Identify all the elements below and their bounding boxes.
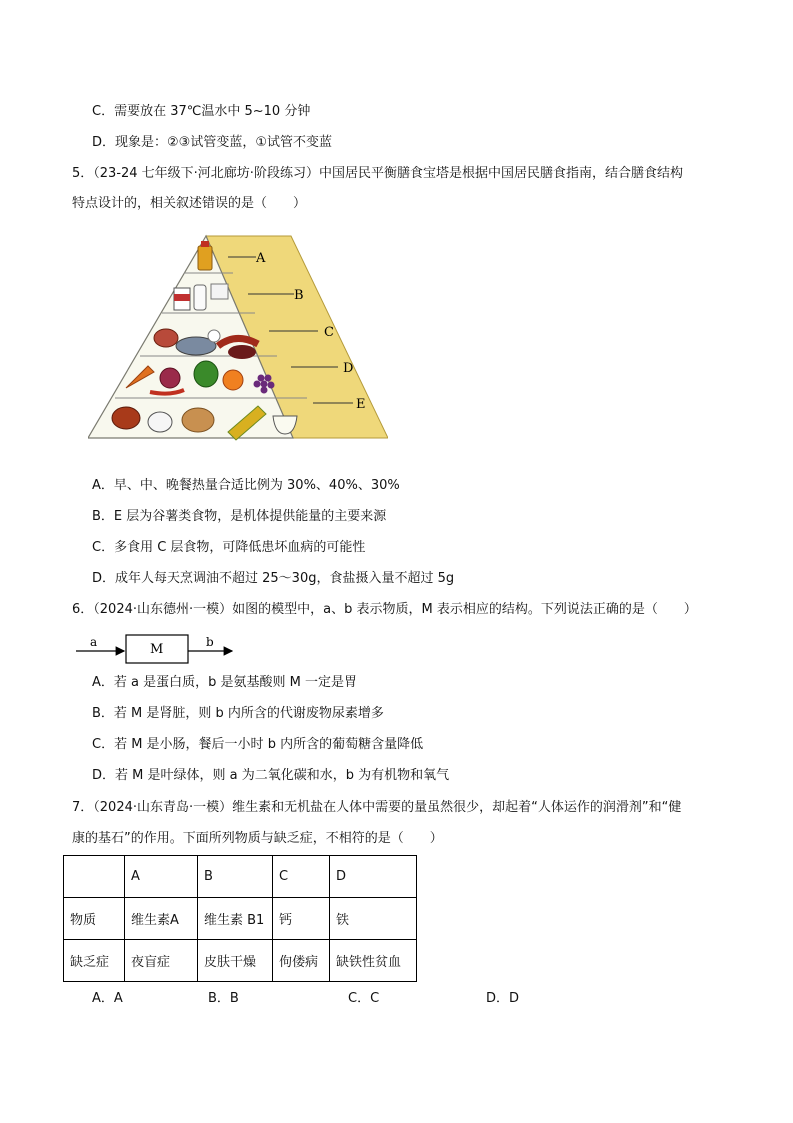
q6-option-d: D．若 M 是叶绿体，则 a 为二氧化碳和水，b 为有机物和氧气 bbox=[92, 768, 450, 783]
table-cell: 物质 bbox=[64, 898, 125, 940]
q5-option-d: D．成年人每天烹调油不超过 25～30g，食盐摄入量不超过 5g bbox=[92, 571, 455, 586]
label-b: b bbox=[206, 635, 214, 649]
q6-stem: 6．（2024·山东德州·一模）如图的模型中，a、b 表示物质，M 表示相应的结构。下列说法正确的是（ ） bbox=[72, 602, 697, 617]
q7-option-c: C．C bbox=[348, 991, 380, 1006]
q5-option-c: C．多食用 C 层食物，可降低患坏血病的可能性 bbox=[92, 540, 366, 555]
q5-option-b: B．E 层为谷薯类食物，是机体提供能量的主要来源 bbox=[92, 509, 387, 524]
q7-option-a: A．A bbox=[92, 991, 123, 1006]
q5-stem-line1: 5．（23-24 七年级下·河北廊坊·阶段练习）中国居民平衡膳食宝塔是根据中国居民膳食指南，结合膳食结构 bbox=[72, 166, 683, 181]
table-cell: 佝偻病 bbox=[273, 940, 330, 982]
table-cell: 维生素A bbox=[125, 898, 198, 940]
table-cell: 缺乏症 bbox=[64, 940, 125, 982]
label-a: a bbox=[90, 635, 98, 649]
label-c: C bbox=[324, 325, 334, 340]
label-a: A bbox=[256, 251, 266, 266]
q4-option-c: C．需要放在 37℃温水中 5~10 分钟 bbox=[92, 104, 311, 119]
q4-option-d: D．现象是：②③试管变蓝，①试管不变蓝 bbox=[92, 135, 332, 150]
label-m: M bbox=[150, 642, 164, 657]
table-row bbox=[64, 940, 417, 982]
q6-option-c: C．若 M 是小肠，餐后一小时 b 内所含的葡萄糖含量降低 bbox=[92, 737, 424, 752]
label-b: B bbox=[294, 288, 304, 303]
table-cell: A bbox=[125, 856, 198, 898]
q7-option-d: D．D bbox=[486, 991, 520, 1006]
q5-stem-line2: 特点设计的，相关叙述错误的是（ ） bbox=[72, 196, 307, 211]
table-cell: C bbox=[273, 856, 330, 898]
table-row bbox=[64, 898, 417, 940]
q7-option-b: B．B bbox=[208, 991, 239, 1006]
a-m-b-model-diagram bbox=[74, 632, 234, 664]
table-cell bbox=[64, 856, 125, 898]
table-cell: 缺铁性贫血 bbox=[330, 940, 417, 982]
table-cell: 夜盲症 bbox=[125, 940, 198, 982]
q5-option-a: A．早、中、晚餐热量合适比例为 30%、40%、30% bbox=[92, 478, 400, 493]
q6-option-a: A．若 a 是蛋白质，b 是氨基酸则 M 一定是胃 bbox=[92, 675, 357, 690]
table-cell: 维生素 B1 bbox=[198, 898, 273, 940]
label-e: E bbox=[356, 397, 366, 412]
table-cell: 钙 bbox=[273, 898, 330, 940]
q7-stem-line2: 康的基石”的作用。下面所列物质与缺乏症，不相符的是（ ） bbox=[72, 831, 443, 846]
label-d: D bbox=[343, 361, 354, 376]
q7-stem-line1: 7．（2024·山东青岛·一模）维生素和无机盐在人体中需要的量虽然很少，却起着“人体运作的润滑剂”和“健 bbox=[72, 800, 682, 815]
table-cell: D bbox=[330, 856, 417, 898]
table-cell: 铁 bbox=[330, 898, 417, 940]
table-cell: 皮肤干燥 bbox=[198, 940, 273, 982]
vitamin-mineral-table bbox=[63, 855, 417, 982]
table-cell: B bbox=[198, 856, 273, 898]
table-row bbox=[64, 856, 417, 898]
food-pyramid-figure bbox=[88, 228, 388, 450]
q6-option-b: B．若 M 是肾脏，则 b 内所含的代谢废物尿素增多 bbox=[92, 706, 384, 721]
